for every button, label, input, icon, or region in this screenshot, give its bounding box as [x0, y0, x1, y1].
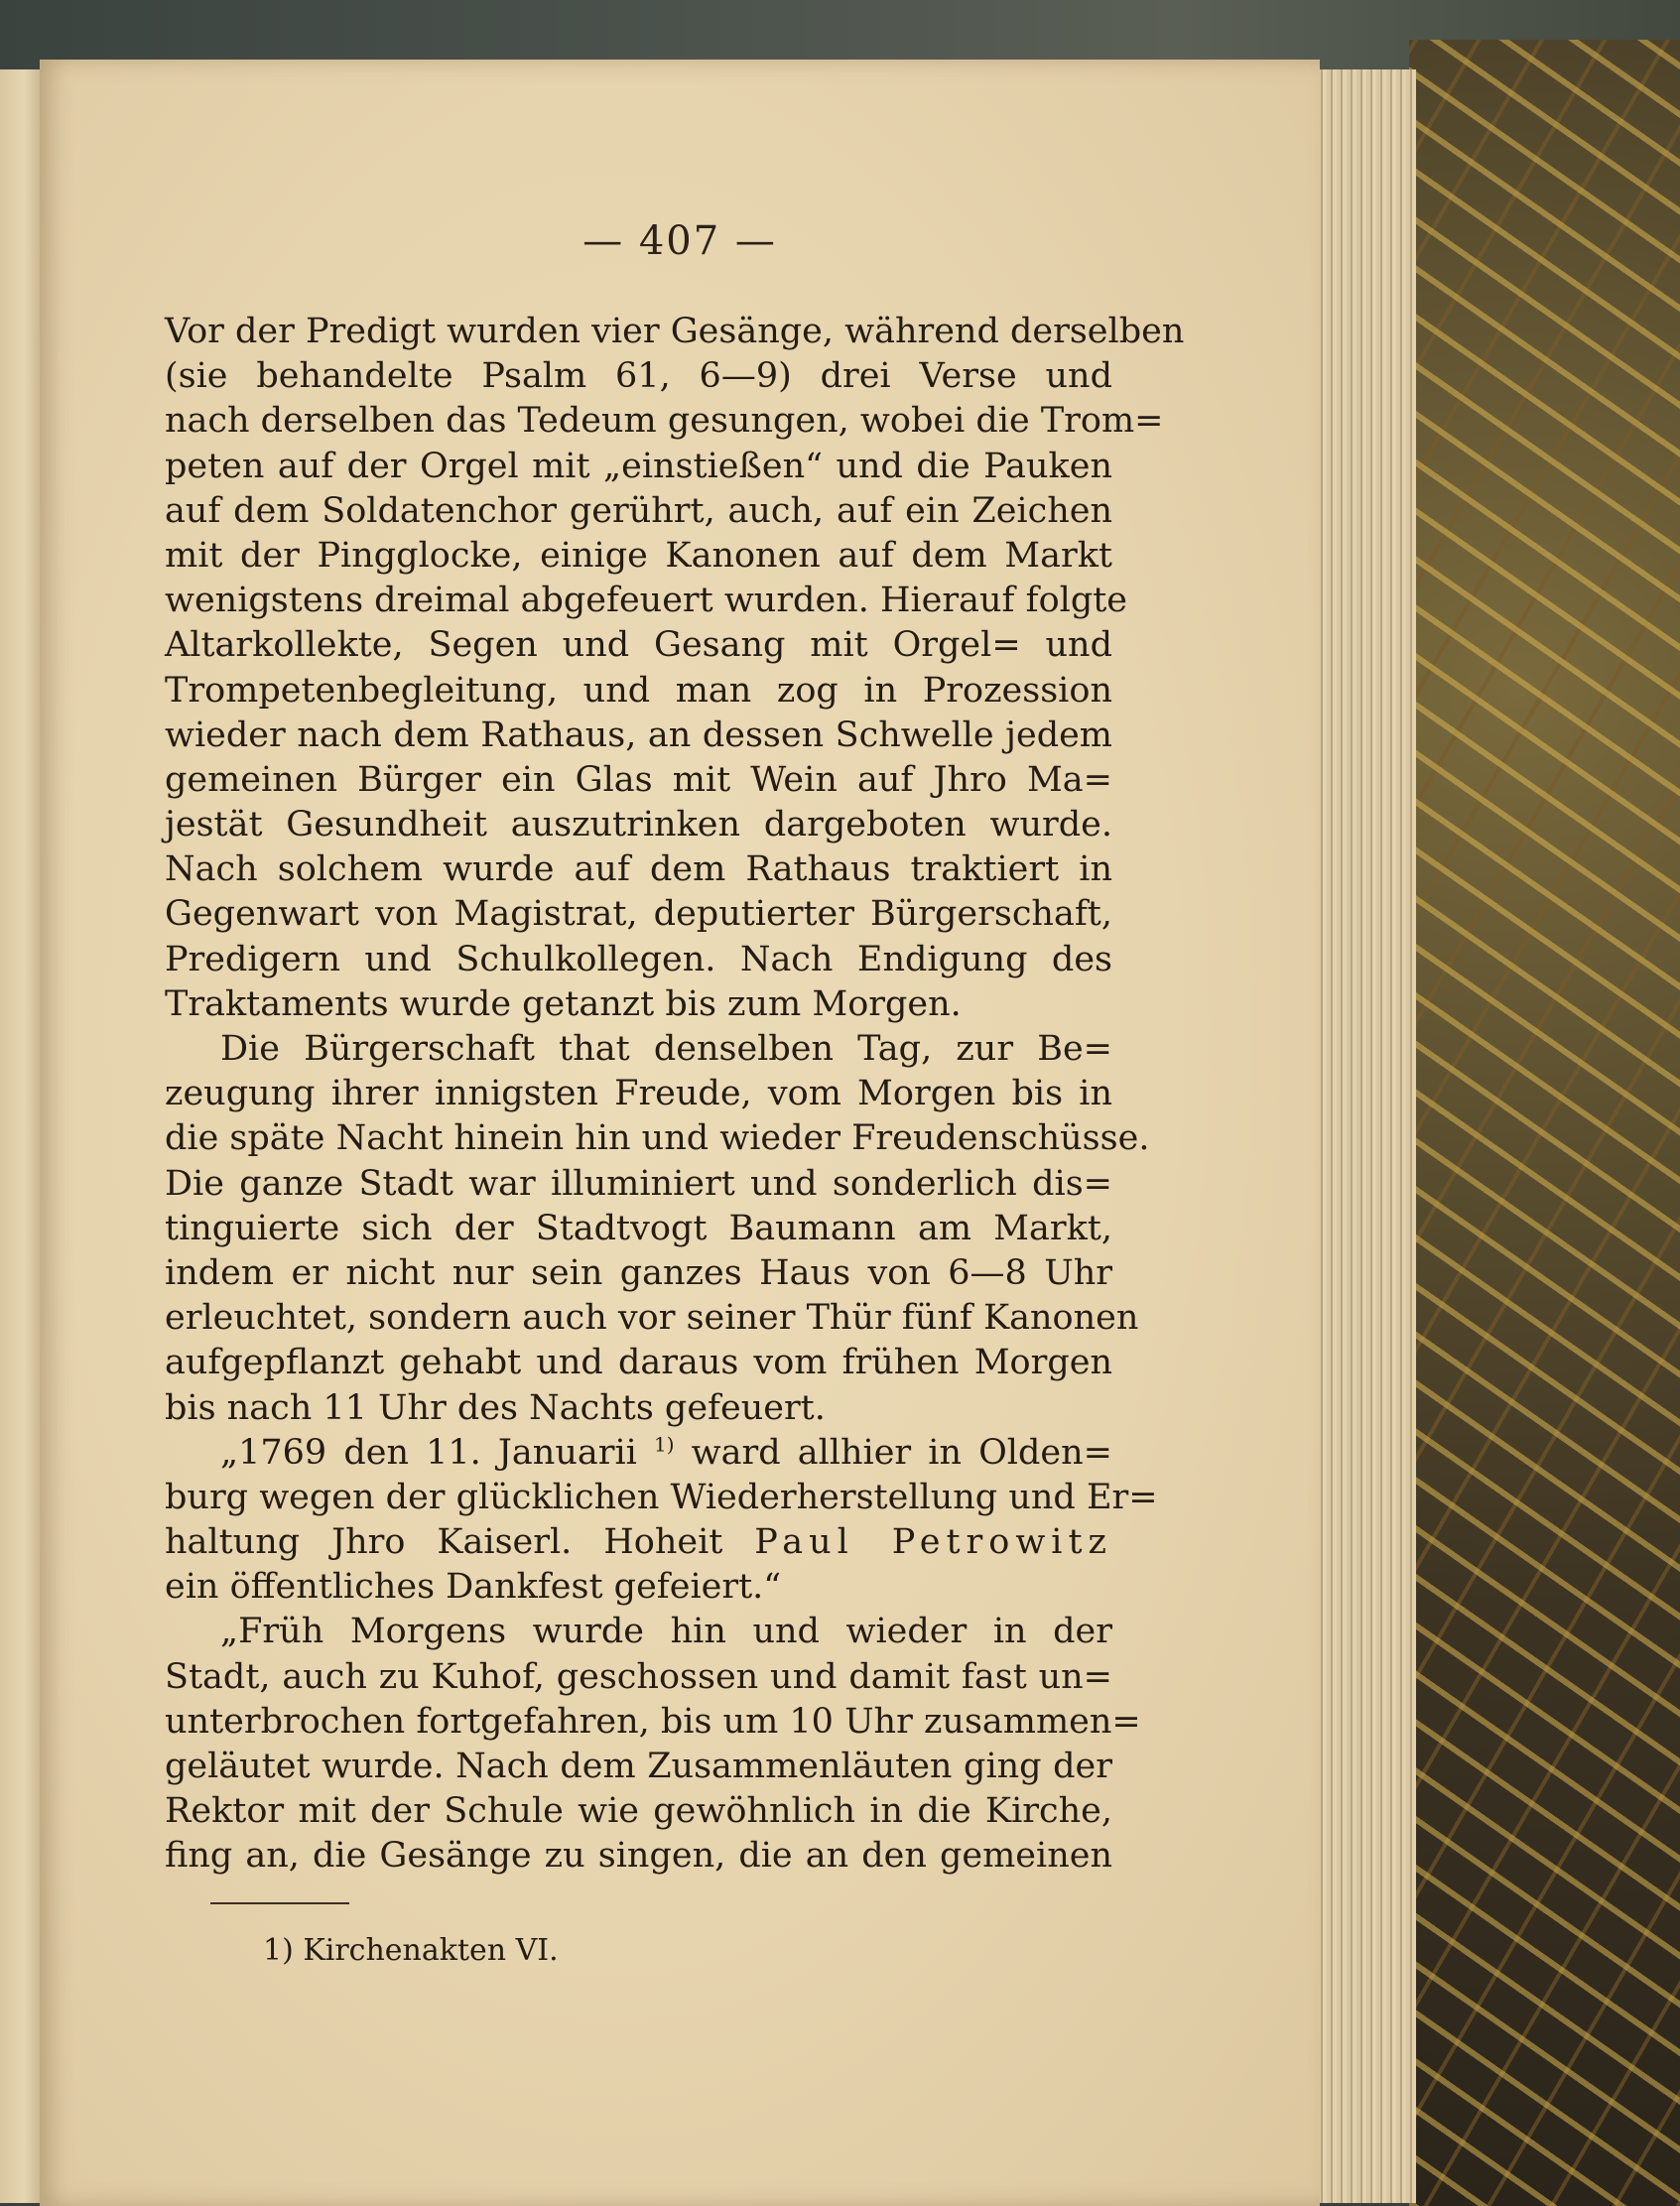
text-line: (sie behandelte Psalm 61, 6—9) drei Verse und [165, 356, 1112, 397]
text-line: Die Bürgerschaft that denselben Tag, zur Be= [220, 1029, 1112, 1069]
text-segment: „1769 den 11. Januarii [220, 1432, 637, 1473]
text-line: mit der Pingglocke, einige Kanonen auf dem Markt [165, 535, 1112, 576]
text-line: peten auf der Orgel mit „einstießen“ und die Pauken [165, 446, 1112, 486]
text-line: Stadt, auch zu Kuhof, geschossen und damit fast un= [165, 1656, 1112, 1697]
page-number: — 407 — [582, 218, 777, 264]
text-line: Die ganze Stadt war illuminiert und sonderlich dis= [165, 1163, 1112, 1204]
text-segment: haltung Jhro Kaiserl. Hoheit [165, 1522, 723, 1563]
text-line: fing an, die Gesänge zu singen, die an den gemeinen [165, 1836, 1112, 1877]
text-line: Gegenwart von Magistrat, deputierter Bürgerschaft, [165, 894, 1112, 935]
text-line: indem er nicht nur sein ganzes Haus von 6—8 Uhr [165, 1252, 1112, 1293]
footnote: 1) Kirchenakten VI. [263, 1933, 559, 1968]
text-line [165, 1431, 1112, 1476]
text-line: „Früh Morgens wurde hin und wieder in der [220, 1612, 1112, 1652]
text-segment: ward allhier in Olden= [674, 1432, 1112, 1473]
marbled-cover [1409, 40, 1680, 2206]
facing-page-edge [0, 69, 42, 2203]
text-line: ein öffentliches Dankfest gefeiert.“ [165, 1567, 782, 1608]
text-line: wieder nach dem Rathaus, an dessen Schwelle jedem [165, 714, 1112, 755]
book-page [40, 60, 1320, 2206]
text-line: burg wegen der glücklichen Wiederherstellung und Er= [165, 1477, 1158, 1517]
text-line: geläutet wurde. Nach dem Zusammenläuten ging der [165, 1747, 1112, 1786]
text-line: Traktaments wurde getanzt bis zum Morgen. [165, 983, 962, 1024]
text-line: wenigstens dreimal abgefeuert wurden. Hierauf folgte [165, 581, 1128, 621]
text-line: erleuchtet, sondern auch vor seiner Thür fünf Kanonen [165, 1298, 1139, 1339]
text-line: nach derselben das Tedeum gesungen, wobei die Trom= [165, 401, 1164, 442]
text-line: gemeinen Bürger ein Glas mit Wein auf Jhro Ma= [165, 759, 1112, 800]
footnote-divider [210, 1902, 349, 1904]
text-line: Trompetenbegleitung, und man zog in Prozession [165, 670, 1112, 711]
text-line: die späte Nacht hinein hin und wieder Freudenschüsse. [165, 1118, 1150, 1159]
text-line: tinguierte sich der Stadtvogt Baumann am Markt, [165, 1208, 1112, 1248]
text-line: bis nach 11 Uhr des Nachts gefeuert. [165, 1387, 826, 1428]
text-line: aufgepflanzt gehabt und daraus vom frühen Morgen [165, 1343, 1112, 1383]
name-spaced: Paul Petrowitz [754, 1522, 1112, 1563]
text-line: jestät Gesundheit auszutrinken dargeboten wurde. [165, 805, 1112, 845]
text-line: zeugung ihrer innigsten Freude, vom Morgen bis in [165, 1074, 1112, 1114]
text-line [165, 1520, 1112, 1565]
text-line: unterbrochen fortgefahren, bis um 10 Uhr zusammen= [165, 1701, 1141, 1742]
text-line: Vor der Predigt wurden vier Gesänge, während derselben [165, 312, 1185, 351]
text-line: Altarkollekte, Segen und Gesang mit Orgel= und [165, 625, 1112, 666]
page-edges [1315, 69, 1416, 2203]
body-text [165, 310, 1185, 1880]
text-line: Predigern und Schulkollegen. Nach Endigung des [165, 939, 1112, 979]
text-line: Nach solchem wurde auf dem Rathaus traktiert in [165, 849, 1112, 890]
footnote-marker: 1) [653, 1432, 675, 1457]
text-line: auf dem Soldatenchor gerührt, auch, auf ein Zeichen [165, 490, 1112, 531]
text-line: Rektor mit der Schule wie gewöhnlich in die Kirche, [165, 1791, 1112, 1832]
